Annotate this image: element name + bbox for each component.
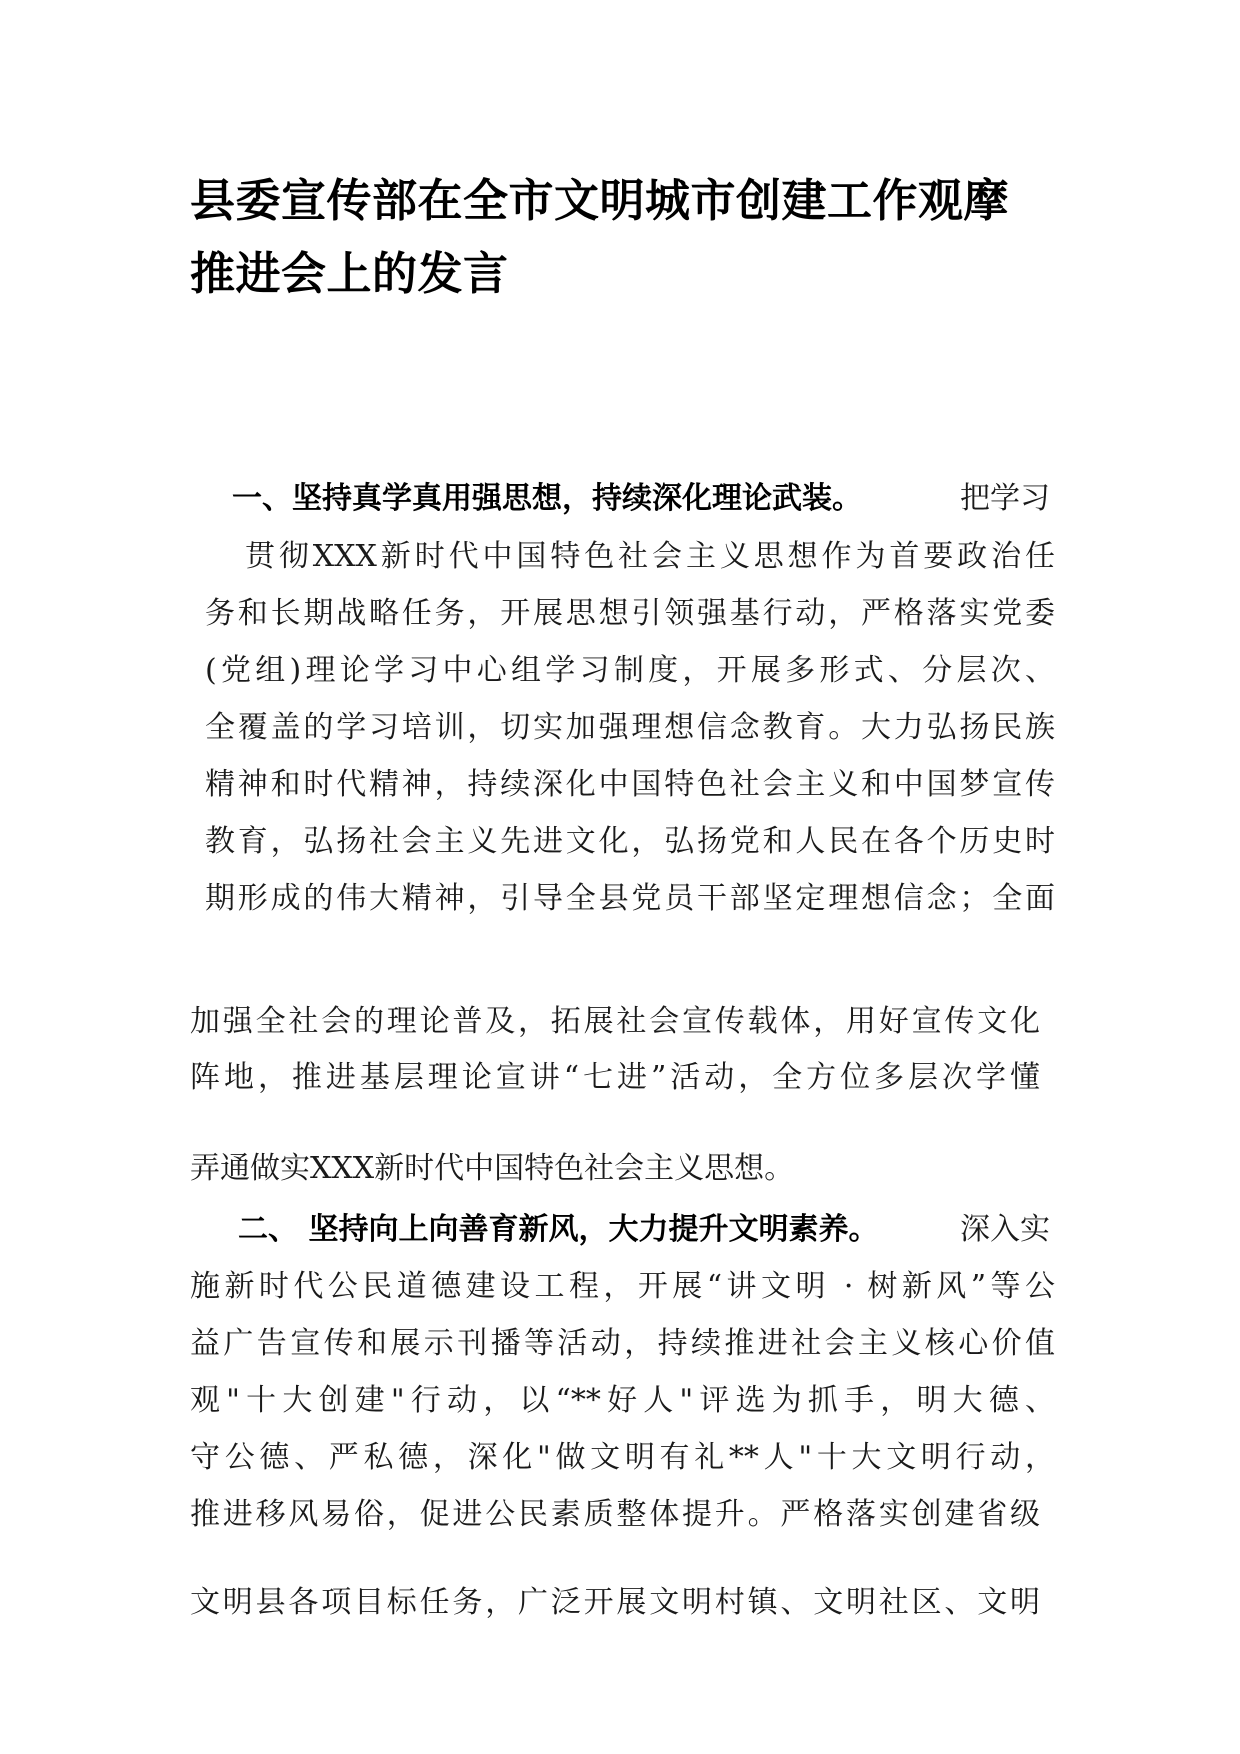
section-2-line-3: 观"十大创建"行动，以“**好人"评选为抓手，明大德、 (190, 1383, 1055, 1418)
section-2-line-1: 施新时代公民道德建设工程，开展“讲文明 · 树新风”等公 (190, 1269, 1055, 1304)
section-1-line-5: 精神和时代精神，持续深化中国特色社会主义和中国梦宣传 (205, 767, 1055, 802)
section-1-line-0: 把学习 (960, 481, 1050, 516)
section-1-line-9: 阵地，推进基层理论宣讲“七进”活动，全方位多层次学懂 (190, 1060, 1040, 1095)
document-title-line-1: 县委宣传部在全市文明城市创建工作观摩 (190, 174, 1010, 227)
section-1-line-6: 教育，弘扬社会主义先进文化，弘扬党和人民在各个历史时 (205, 824, 1055, 859)
document-title-line-2: 推进会上的发言 (190, 247, 509, 300)
section-1-line-4: 全覆盖的学习培训，切实加强理想信念教育。大力弘扬民族 (205, 710, 1055, 745)
section-2-line-5: 推进移风易俗，促进公民素质整体提升。严格落实创建省级 (190, 1497, 1040, 1532)
section-1-line-2: 务和长期战略任务，开展思想引领强基行动，严格落实党委 (205, 596, 1055, 631)
section-2-line-0: 深入实 (960, 1212, 1050, 1247)
section-1-heading: 一、坚持真学真用强思想，持续深化理论武装。 (232, 481, 862, 516)
section-1-line-10: 弄通做实XXX新时代中国特色社会主义思想。 (190, 1151, 795, 1186)
section-1-line-8: 加强全社会的理论普及，拓展社会宣传载体，用好宣传文化 (190, 1004, 1040, 1039)
section-1-line-3: (党组)理论学习中心组学习制度，开展多形式、分层次、 (205, 653, 1055, 688)
section-2-line-4: 守公德、严私德，深化"做文明有礼**人"十大文明行动， (190, 1440, 1055, 1475)
section-2-line-6: 文明县各项目标任务，广泛开展文明村镇、文明社区、文明 (190, 1585, 1040, 1620)
section-1-line-1: 贯彻XXX新时代中国特色社会主义思想作为首要政治任 (245, 539, 1055, 574)
section-1-line-7: 期形成的伟大精神，引导全县党员干部坚定理想信念；全面 (205, 881, 1055, 916)
section-2-heading: 二、 坚持向上向善育新风，大力提升文明素养。 (238, 1212, 879, 1247)
section-2-line-2: 益广告宣传和展示刊播等活动，持续推进社会主义核心价值 (190, 1326, 1055, 1361)
